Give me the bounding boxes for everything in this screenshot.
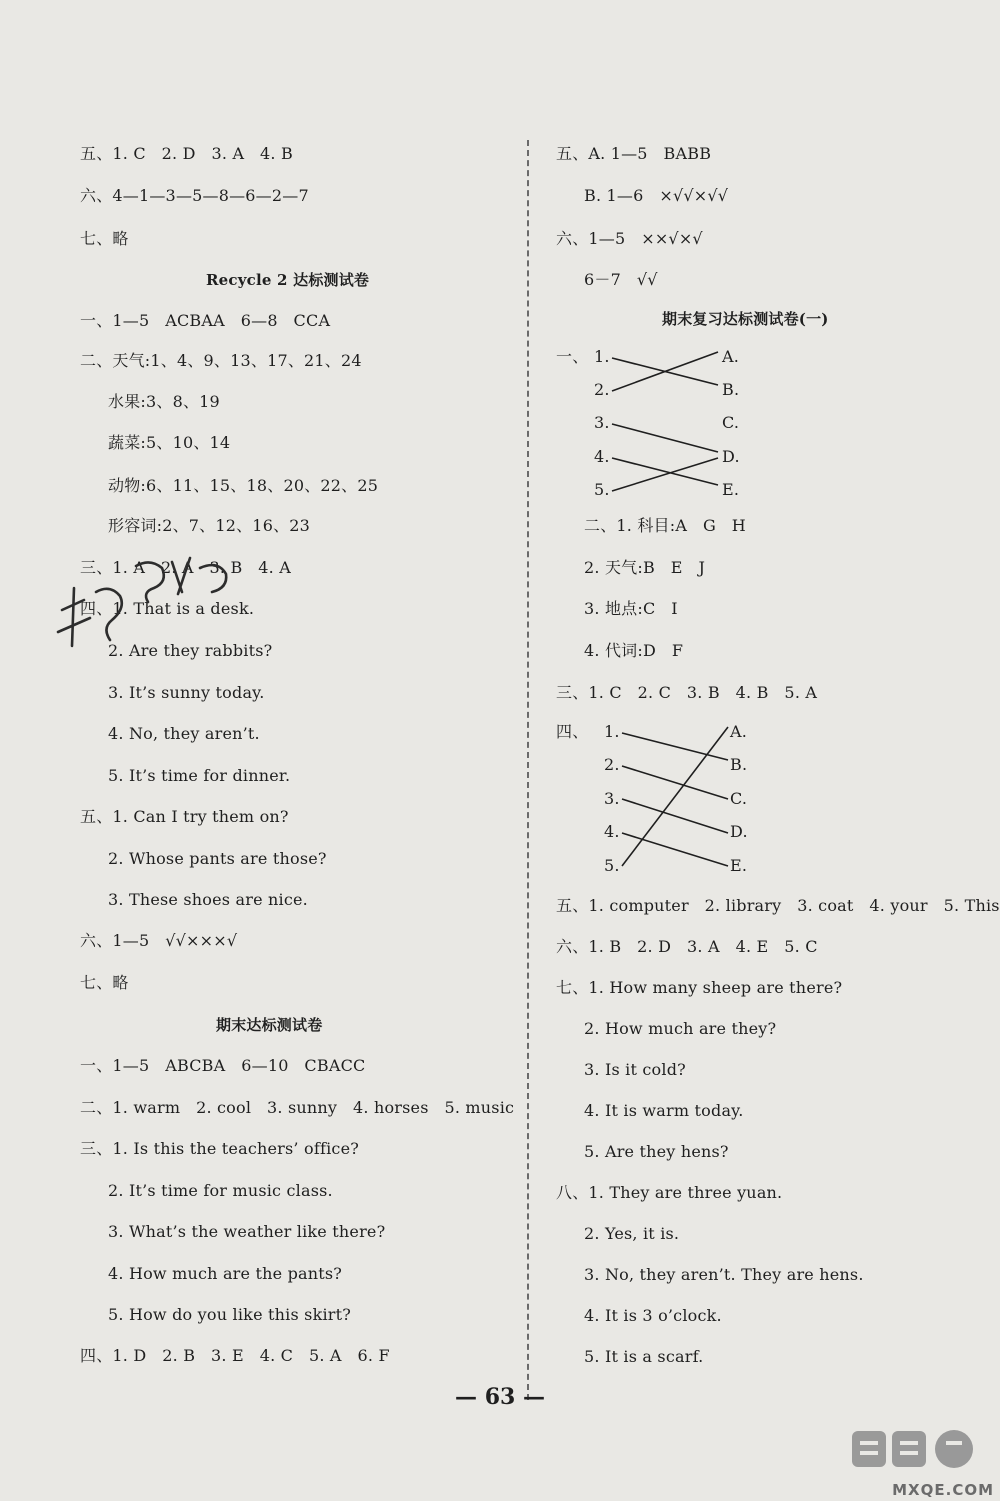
- match1-right-e: E.: [722, 480, 740, 499]
- left-line-23: 一、1—5 ABCBA 6—10 CBACC: [80, 1056, 366, 1075]
- match1-right-c: C.: [722, 413, 740, 432]
- column-divider: [527, 140, 529, 1400]
- right-line-19: 2. Yes, it is.: [584, 1224, 680, 1243]
- match1-left-5: 5.: [594, 480, 610, 499]
- left-line-2: 六、4—1—3—5—8—6—2—7: [80, 186, 309, 205]
- left-line-26: 2. It’s time for music class.: [108, 1181, 333, 1200]
- right-line-11: 五、1. computer 2. library 3. coat 4. your 5. This: [556, 896, 1000, 915]
- match2-left-4: 4.: [604, 822, 620, 841]
- right-line-15: 3. Is it cold?: [584, 1060, 686, 1079]
- right-line-13: 七、1. How many sheep are there?: [556, 978, 843, 997]
- match1-left-3: 3.: [594, 413, 610, 432]
- match2-left-1: 1.: [604, 722, 620, 741]
- left-line-18: 2. Whose pants are those?: [108, 849, 327, 868]
- match1-prefix: 一、: [556, 347, 589, 366]
- match2-right-b: B.: [730, 755, 748, 774]
- right-line-1: 五、A. 1—5 BABB: [556, 144, 712, 163]
- match1-left-1: 1.: [594, 347, 610, 366]
- right-line-21: 4. It is 3 o’clock.: [584, 1306, 722, 1325]
- right-line-3: 六、1—5 ××√×√: [556, 229, 703, 248]
- match2-right-e: E.: [730, 856, 748, 875]
- left-line-14: 3. It’s sunny today.: [108, 683, 265, 702]
- left-line-24: 二、1. warm 2. cool 3. sunny 4. horses 5. music: [80, 1098, 515, 1117]
- match2-left-5: 5.: [604, 856, 620, 875]
- section-title-final-review-1: 期末复习达标测试卷(一): [662, 310, 829, 328]
- match1-left-4: 4.: [594, 447, 610, 466]
- match2-right-c: C.: [730, 789, 748, 808]
- right-line-2: B. 1—6 ×√√×√√: [584, 186, 729, 205]
- left-line-8: 蔬菜:5、10、14: [108, 433, 231, 452]
- left-line-3: 七、略: [80, 229, 129, 248]
- match2-right-d: D.: [730, 822, 748, 841]
- right-line-9: 4. 代词:D F: [584, 641, 684, 660]
- match1-right-a: A.: [722, 347, 740, 366]
- left-line-19: 3. These shoes are nice.: [108, 890, 308, 909]
- left-line-12: 四、1. That is a desk.: [80, 599, 255, 618]
- left-line-7: 水果:3、8、19: [108, 392, 220, 411]
- match2-left-2: 2.: [604, 755, 620, 774]
- left-line-27: 3. What’s the weather like there?: [108, 1222, 386, 1241]
- left-line-10: 形容词:2、7、12、16、23: [108, 516, 311, 535]
- left-line-6: 二、天气:1、4、9、13、17、21、24: [80, 351, 362, 370]
- left-line-5: 一、1—5 ACBAA 6—8 CCA: [80, 311, 331, 330]
- watermark-text: MXQE.COM: [892, 1481, 994, 1499]
- right-line-10: 三、1. C 2. C 3. B 4. B 5. A: [556, 683, 818, 702]
- left-line-11: 三、1. A 2. A 3. B 4. A: [80, 558, 292, 577]
- match1-right-b: B.: [722, 380, 740, 399]
- right-line-12: 六、1. B 2. D 3. A 4. E 5. C: [556, 937, 818, 956]
- right-line-18: 八、1. They are three yuan.: [556, 1183, 783, 1202]
- right-line-20: 3. No, they aren’t. They are hens.: [584, 1265, 864, 1284]
- right-line-4: 6－7 √√: [584, 270, 658, 289]
- match1-left-2: 2.: [594, 380, 610, 399]
- right-line-22: 5. It is a scarf.: [584, 1347, 704, 1366]
- right-line-8: 3. 地点:C I: [584, 599, 678, 618]
- left-line-13: 2. Are they rabbits?: [108, 641, 273, 660]
- handwriting-mark: [50, 548, 240, 658]
- left-line-21: 七、略: [80, 973, 129, 992]
- match2-left-3: 3.: [604, 789, 620, 808]
- left-line-15: 4. No, they aren’t.: [108, 724, 260, 743]
- right-line-16: 4. It is warm today.: [584, 1101, 744, 1120]
- right-line-7: 2. 天气:B E J: [584, 558, 706, 577]
- match1-right-d: D.: [722, 447, 740, 466]
- page-number: — 63 —: [455, 1384, 545, 1410]
- left-line-30: 四、1. D 2. B 3. E 4. C 5. A 6. F: [80, 1346, 390, 1365]
- left-line-16: 5. It’s time for dinner.: [108, 766, 291, 785]
- right-line-14: 2. How much are they?: [584, 1019, 777, 1038]
- right-line-6: 二、1. 科目:A G H: [584, 516, 746, 535]
- section-title-final: 期末达标测试卷: [216, 1016, 323, 1034]
- match2-lines: [610, 715, 740, 875]
- left-line-9: 动物:6、11、15、18、20、22、25: [108, 476, 379, 495]
- left-line-28: 4. How much are the pants?: [108, 1264, 343, 1283]
- match2-right-a: A.: [730, 722, 748, 741]
- right-line-17: 5. Are they hens?: [584, 1142, 729, 1161]
- left-line-17: 五、1. Can I try them on?: [80, 807, 289, 826]
- left-line-1: 五、1. C 2. D 3. A 4. B: [80, 144, 293, 163]
- match2-prefix: 四、: [556, 722, 589, 741]
- left-line-25: 三、1. Is this the teachers’ office?: [80, 1139, 360, 1158]
- left-line-20: 六、1—5 √√×××√: [80, 931, 238, 950]
- match1-lines: [600, 340, 730, 500]
- left-line-29: 5. How do you like this skirt?: [108, 1305, 352, 1324]
- section-title-recycle2: Recycle 2 达标测试卷: [206, 271, 370, 289]
